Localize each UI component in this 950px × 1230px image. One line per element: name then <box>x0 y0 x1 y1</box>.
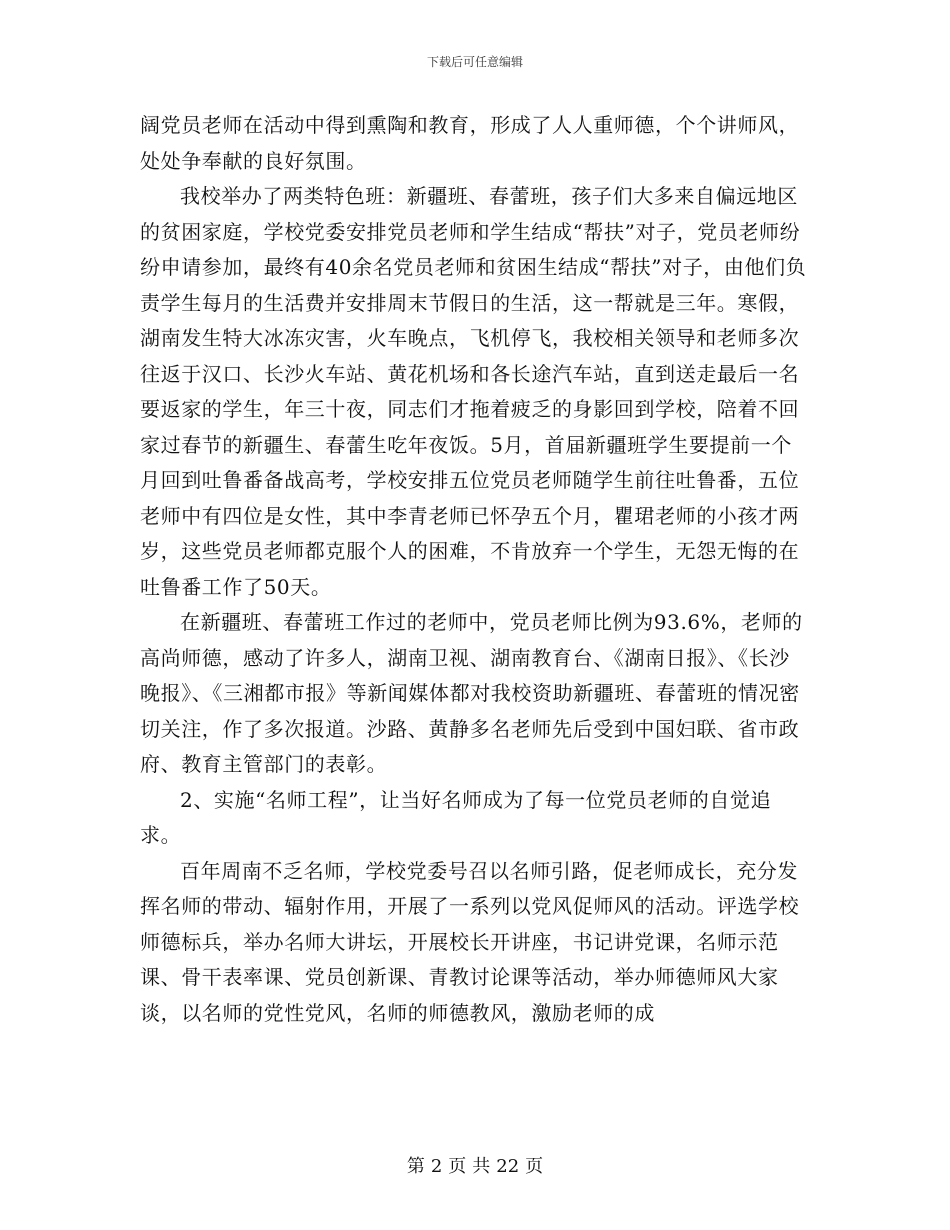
paragraph: 在新疆班、春蕾班工作过的老师中，党员老师比例为93.6%，老师的高尚师德，感动了许多人，湖南卫视、湖南教育台、《湖南日报》、《长沙晚报》、《三湘都市报》等新闻媒体都对我校资助新疆班、春蕾班的情况密切关注，作了多次报道。沙路、黄静多名老师先后受到中国妇联、省市政府、教育主管部门的表彰。 <box>140 610 803 776</box>
footer-prefix: 第 <box>406 1156 425 1177</box>
footer-suffix: 页 <box>525 1156 544 1177</box>
paragraph: 百年周南不乏名师，学校党委号召以名师引路，促老师成长，充分发挥名师的带动、辐射作用，开展了一系列以党风促师风的活动。评选学校师德标兵，举办名师大讲坛，开展校长开讲座，书记讲党课，名师示范课、骨干表率课、党员创新课、青教讨论课等活动，举办师德师风大家谈，以名师的党性党风，名师的师德教风，激励老师的成 <box>140 858 800 1025</box>
page-footer <box>0 1152 950 1178</box>
header-note: 下载后可任意编辑 <box>426 55 523 69</box>
paragraph: 我校举办了两类特色班：新疆班、春蕾班，孩子们大多来自偏远地区的贫困家庭，学校党委安排党员老师和学生结成“帮扶”对子，党员老师纷纷申请参加，最终有40余名党员老师和贫困生结成“帮扶”对子，由他们负责学生每月的生活费并安排周末节假日的生活，这一帮就是三年。寒假，湖南发生特大冰冻灾害，火车晚点，飞机停飞，我校相关领导和老师多次往返于汉口、长沙火车站、黄花机场和各长途汽车站，直到送走最后一名要返家的学生，年三十夜，同志们才拖着疲乏的身影回到学校，陪着不回家过春节的新疆生、春蕾生吃年夜饭。5月，首届新疆班学生要提前一个月回到吐鲁番备战高考，学校安排五位党员老师随学生前往吐鲁番，五位老师中有四位是女性，其中李青老师已怀孕五个月，瞿珺老师的小孩才两岁，这些党员老师都克服个人的困难，不肯放弃一个学生，无怨无悔的在吐鲁番工作了50天。 <box>140 184 807 599</box>
paragraph: 2、实施“名师工程”，让当好名师成为了每一位党员老师的自觉追求。 <box>140 787 772 847</box>
footer-page-word: 页 <box>448 1156 467 1177</box>
document-body <box>140 108 810 1031</box>
total-pages-number: 22 <box>496 1156 520 1177</box>
footer-total-word: 共 <box>472 1156 491 1177</box>
paragraph: 阔党员老师在活动中得到熏陶和教育，形成了人人重师德，个个讲师风，处处争奉献的良好氛围。 <box>140 113 800 173</box>
current-page-number: 2 <box>430 1156 443 1177</box>
